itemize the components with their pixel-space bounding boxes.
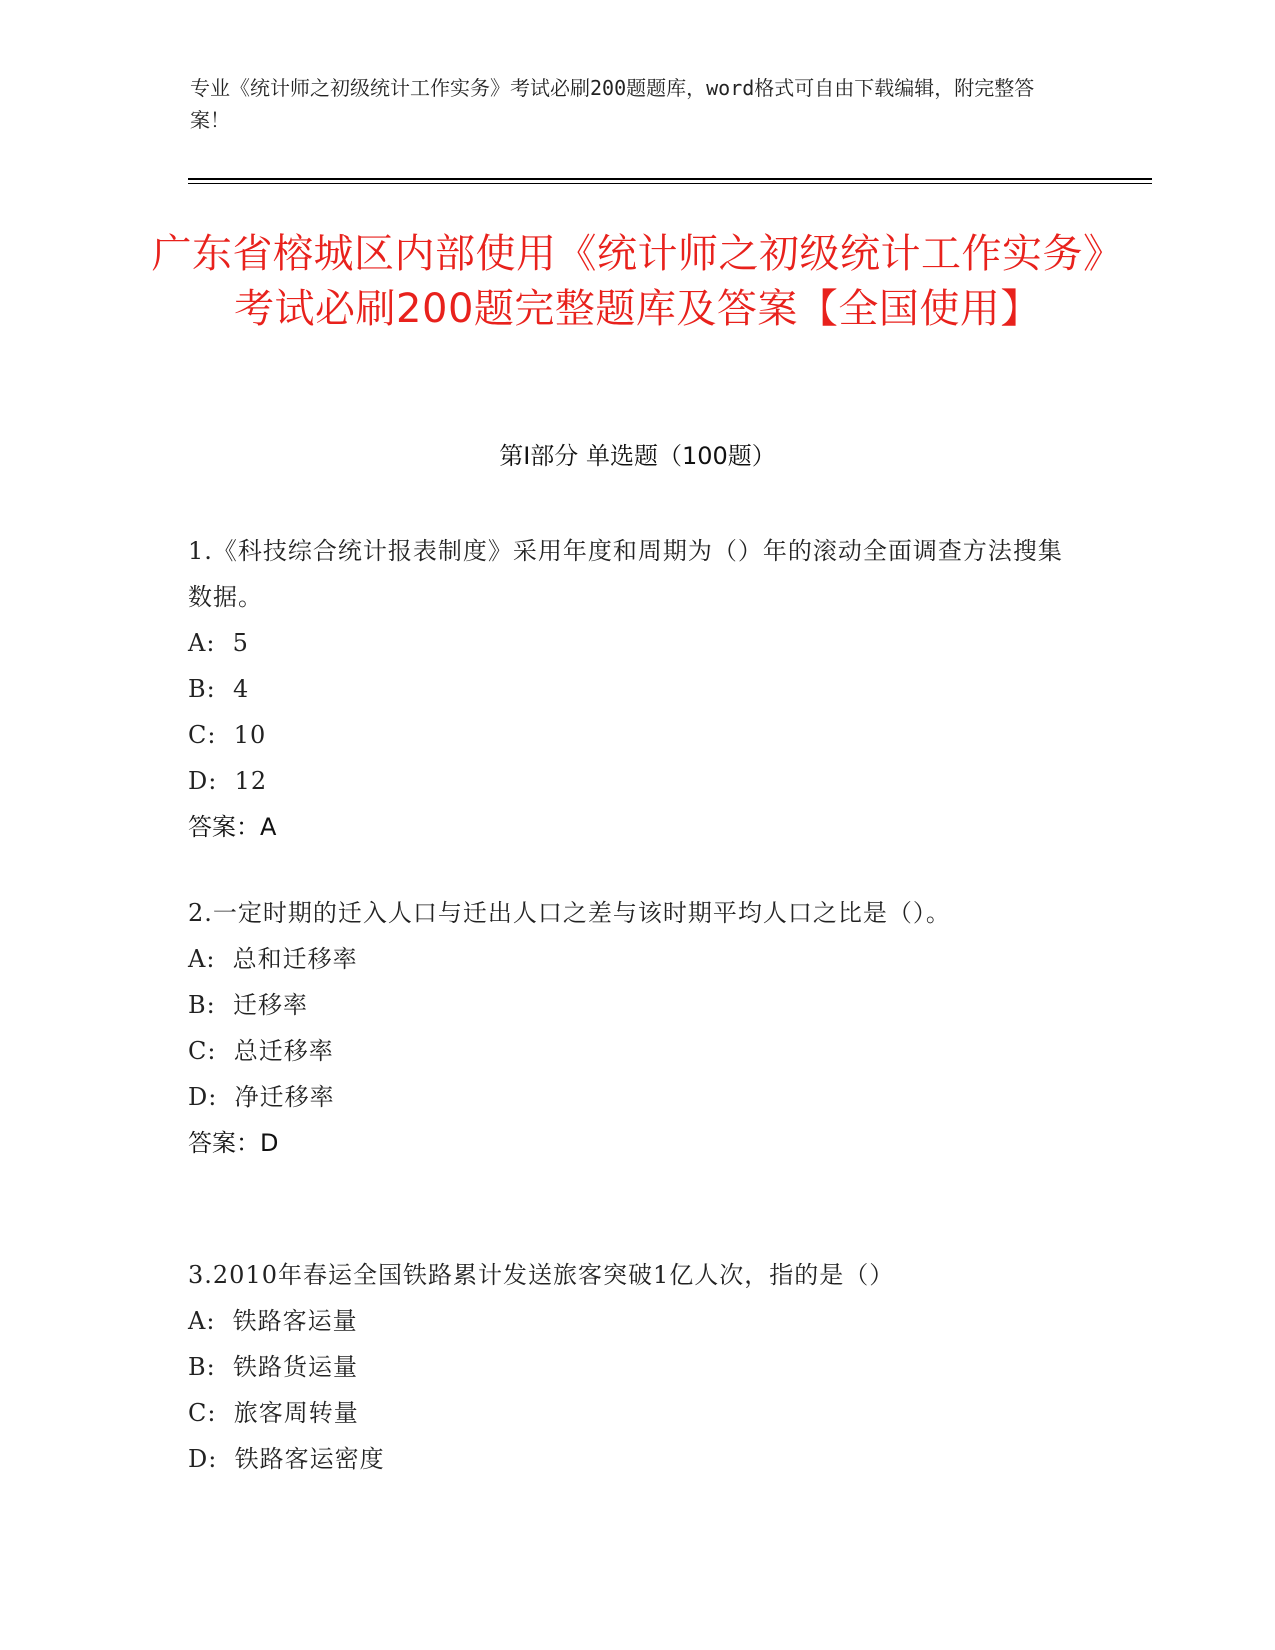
question-stem: 3.2010年春运全国铁路累计发送旅客突破1亿人次，指的是（）	[188, 1261, 895, 1289]
option-d: D: 净迁移率	[188, 1083, 335, 1111]
question-stem: 1.《科技综合统计报表制度》采用年度和周期为（）年的滚动全面调查方法搜集数据。	[188, 537, 1063, 611]
option-b: B: 铁路货运量	[188, 1353, 358, 1381]
header-note: 专业《统计师之初级统计工作实务》考试必刷200题题库，word格式可自由下载编辑，附完整答案！	[190, 76, 1035, 132]
answer: 答案：A	[188, 813, 277, 841]
option-b: B: 4	[188, 675, 250, 703]
option-a: A: 5	[188, 629, 249, 657]
header-divider-thin	[188, 183, 1152, 184]
header-divider	[188, 178, 1152, 180]
question-1	[188, 528, 1068, 850]
question-3	[188, 1252, 1068, 1482]
document-title: 广东省榕城区内部使用《统计师之初级统计工作实务》考试必刷200题完整题库及答案【全国使用】	[151, 231, 1124, 332]
answer: 答案：D	[188, 1129, 279, 1157]
question-stem: 2.一定时期的迁入人口与迁出人口之差与该时期平均人口之比是（）。	[188, 899, 951, 927]
option-c: C: 10	[188, 721, 267, 749]
option-c: C: 旅客周转量	[188, 1399, 359, 1427]
option-d: D: 铁路客运密度	[188, 1445, 385, 1473]
option-b: B: 迁移率	[188, 991, 308, 1019]
option-a: A: 铁路客运量	[188, 1307, 358, 1335]
option-c: C: 总迁移率	[188, 1037, 334, 1065]
option-d: D: 12	[188, 767, 268, 795]
question-2	[188, 890, 1068, 1166]
section-heading: 第I部分 单选题（100题）	[499, 442, 776, 470]
option-a: A: 总和迁移率	[188, 945, 358, 973]
